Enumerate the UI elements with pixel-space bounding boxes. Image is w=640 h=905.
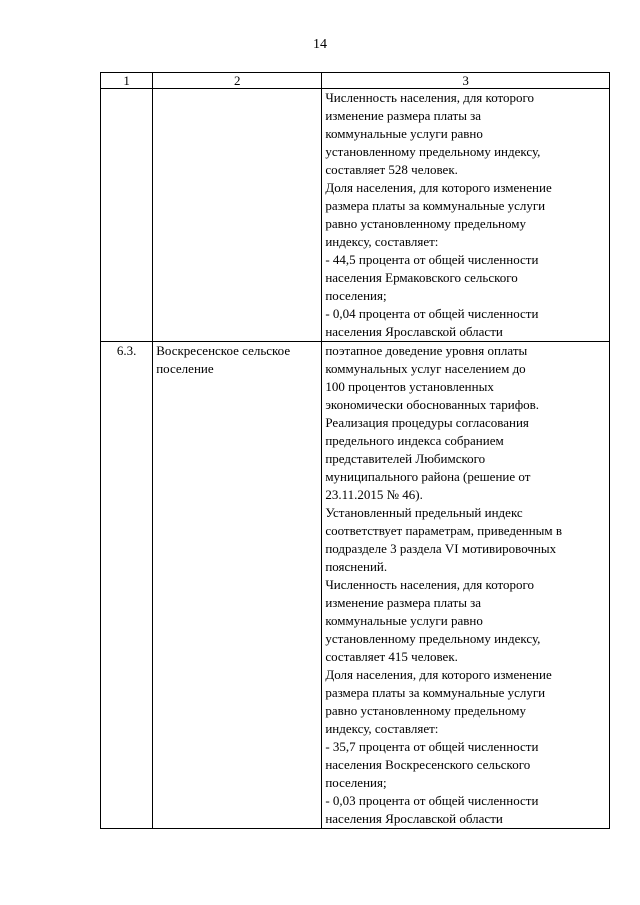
table-row bbox=[101, 89, 610, 342]
description-line: установленному предельному индексу, bbox=[325, 631, 541, 646]
name-line: поселение bbox=[156, 361, 214, 376]
description-line: населения Ермаковского сельского bbox=[325, 270, 518, 285]
row-number-cell: 6.3. bbox=[101, 342, 153, 829]
description-line: - 44,5 процента от общей численности bbox=[325, 252, 539, 267]
description-line: 100 процентов установленных bbox=[325, 379, 494, 394]
description-line: экономически обоснованных тарифов. bbox=[325, 397, 540, 412]
description-line: индексу, составляет: bbox=[325, 721, 439, 736]
column-header-2: 2 bbox=[153, 73, 322, 89]
description-line: составляет 528 человек. bbox=[325, 162, 458, 177]
description-line: индексу, составляет: bbox=[325, 234, 439, 249]
description-line: поселения; bbox=[325, 288, 387, 303]
description-line: коммунальные услуги равно bbox=[325, 613, 483, 628]
row-name-cell bbox=[153, 89, 322, 342]
row-number-cell bbox=[101, 89, 153, 342]
table-header-row bbox=[101, 73, 610, 89]
page-number: 14 bbox=[313, 37, 327, 52]
column-header-1: 1 bbox=[101, 73, 153, 89]
name-line: Воскресенское сельское bbox=[156, 343, 291, 358]
description-line: - 35,7 процента от общей численности bbox=[325, 739, 539, 754]
description-line: населения Ярославской области bbox=[325, 811, 503, 826]
description-line: - 0,03 процента от общей численности bbox=[325, 793, 539, 808]
row-description-cell bbox=[322, 89, 610, 342]
data-table bbox=[100, 72, 610, 829]
description-line: коммунальные услуги равно bbox=[325, 126, 483, 141]
description-line: размера платы за коммунальные услуги bbox=[325, 198, 546, 213]
column-header-3: 3 bbox=[322, 73, 610, 89]
description-line: равно установленному предельному bbox=[325, 703, 526, 718]
row-description-cell bbox=[322, 342, 610, 829]
description-line: Доля населения, для которого изменение bbox=[325, 180, 552, 195]
description-line: коммунальных услуг населением до bbox=[325, 361, 526, 376]
description-line: Численность населения, для которого bbox=[325, 90, 535, 105]
description-line: Реализация процедуры согласования bbox=[325, 415, 529, 430]
description-line: подразделе 3 раздела VI мотивировочных bbox=[325, 541, 557, 556]
description-line: Численность населения, для которого bbox=[325, 577, 535, 592]
description-line: изменение размера платы за bbox=[325, 108, 482, 123]
description-line: размера платы за коммунальные услуги bbox=[325, 685, 546, 700]
description-line: поселения; bbox=[325, 775, 387, 790]
description-line: Установленный предельный индекс bbox=[325, 505, 523, 520]
description-line: 23.11.2015 № 46). bbox=[325, 487, 423, 502]
description-line: равно установленному предельному bbox=[325, 216, 526, 231]
description-line: предельного индекса собранием bbox=[325, 433, 504, 448]
description-line: населения Ярославской области bbox=[325, 324, 503, 339]
description-line: изменение размера платы за bbox=[325, 595, 482, 610]
description-line: составляет 415 человек. bbox=[325, 649, 458, 664]
description-line: Доля населения, для которого изменение bbox=[325, 667, 552, 682]
description-line: населения Воскресенского сельского bbox=[325, 757, 531, 772]
description-line: - 0,04 процента от общей численности bbox=[325, 306, 539, 321]
description-line: соответствует параметрам, приведенным в bbox=[325, 523, 563, 538]
description-line: муниципального района (решение от bbox=[325, 469, 531, 484]
description-line: установленному предельному индексу, bbox=[325, 144, 541, 159]
description-line: пояснений. bbox=[325, 559, 388, 574]
description-line: поэтапное доведение уровня оплаты bbox=[325, 343, 528, 358]
table-row bbox=[101, 342, 610, 829]
description-line: представителей Любимского bbox=[325, 451, 486, 466]
row-name-cell bbox=[153, 342, 322, 829]
